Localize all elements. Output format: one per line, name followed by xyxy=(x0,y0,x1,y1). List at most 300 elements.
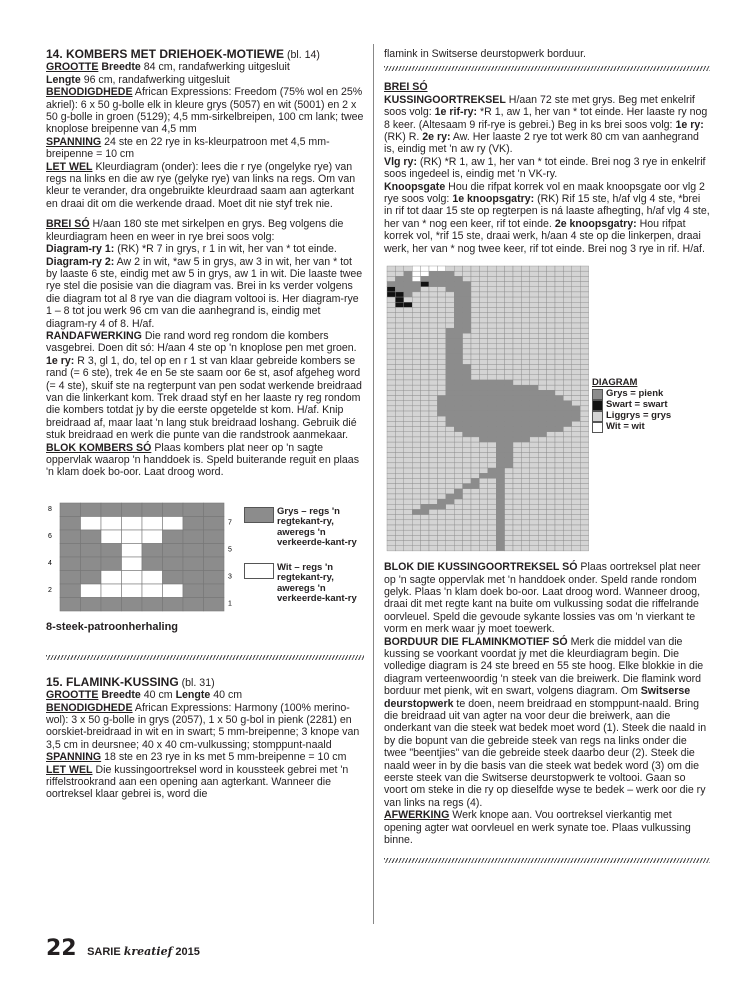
diagram-cell xyxy=(513,406,521,411)
diagram-cell xyxy=(404,447,412,452)
diagram-cell xyxy=(538,370,546,375)
diagram-cell xyxy=(429,406,437,411)
diagram-cell xyxy=(555,328,563,333)
diagram-cell xyxy=(530,282,538,287)
diagram-cell xyxy=(513,359,521,364)
diagram-cell xyxy=(496,344,504,349)
diagram-cell xyxy=(429,489,437,494)
diagram-cell xyxy=(454,276,462,281)
diagram-cell xyxy=(421,333,429,338)
continuation-text: flamink in Switserse deurstopwerk borduur. xyxy=(384,48,586,60)
diagram-cell xyxy=(437,489,445,494)
right-divider xyxy=(384,66,710,71)
diagram-cell xyxy=(479,375,487,380)
diagram-cell xyxy=(446,380,454,385)
diagram-cell xyxy=(446,390,454,395)
diagram-cell xyxy=(580,266,588,271)
diagram-cell xyxy=(572,359,580,364)
diagram-cell xyxy=(538,525,546,530)
diagram-cell xyxy=(421,473,429,478)
diagram-cell xyxy=(580,308,588,313)
diagram-cell xyxy=(530,504,538,509)
diagram-cell xyxy=(412,535,420,540)
diagram-cell xyxy=(547,385,555,390)
diagram-cell xyxy=(538,499,546,504)
diagram-cell xyxy=(387,499,395,504)
randafwerking-text-2: R 3, gl 1, do, tel op en r 1 st van klaar gebreide kombers se rand (= 6 ste), trek 4e en 5e ste saam oor 6e st, asof afgeheg word (= 4 ste), skuif ste na regterpunt van pen sodat werkende breidraad van die linkerkant kom. Trek draad styf en her laaste ry reg rondom die kombers totdat jy by die eerste opgetelde st kom. H/af. Knip breidraad af, maar laat 'n lang stuk breidraad loshang. Gebruik dié stuk breidraad en werk die punte van die randstrook aanmekaar. xyxy=(46,354,362,442)
diagram-cell xyxy=(479,499,487,504)
diagram-cell xyxy=(580,473,588,478)
diagram-cell xyxy=(505,406,513,411)
diagram-cell xyxy=(446,313,454,318)
diagram-cell xyxy=(446,525,454,530)
diagram-cell xyxy=(521,308,529,313)
diagram-cell xyxy=(521,437,529,442)
chart-cell xyxy=(60,597,81,611)
diagram-cell xyxy=(454,396,462,401)
diagram-cell xyxy=(429,535,437,540)
diagram-cell xyxy=(580,541,588,546)
diagram-cell xyxy=(437,365,445,370)
diagram-cell xyxy=(563,463,571,468)
diagram-cell xyxy=(454,515,462,520)
afwerking-label: AFWERKING xyxy=(384,809,450,822)
diagram-cell xyxy=(563,437,571,442)
diagram-cell xyxy=(429,478,437,483)
diagram-cell xyxy=(412,520,420,525)
diagram-cell xyxy=(538,354,546,359)
diagram-cell xyxy=(505,510,513,515)
chart-row-label: 3 xyxy=(228,573,232,581)
diagram-cell xyxy=(471,478,479,483)
diagram-cell xyxy=(471,504,479,509)
vlg-label: Vlg ry: xyxy=(384,155,417,168)
diagram-cell xyxy=(479,359,487,364)
diagram-cell xyxy=(446,478,454,483)
diagram-cell xyxy=(547,354,555,359)
diagram-cell xyxy=(395,287,403,292)
diagram-cell xyxy=(471,525,479,530)
diagram-cell xyxy=(521,535,529,540)
diagram-cell xyxy=(454,297,462,302)
rif1-text: *R 1, aw 1, her van * tot einde. Her laaste ry nog 8 keer. (Altesaam 9 rif-rye is gebrei.) Beg in ks brei soos volg: xyxy=(384,106,708,131)
diagram-cell xyxy=(505,396,513,401)
diagram-cell xyxy=(421,535,429,540)
diagram-cell xyxy=(538,541,546,546)
diagram-cell xyxy=(454,390,462,395)
chart-cell xyxy=(163,530,184,544)
diagram-cell xyxy=(572,276,580,281)
diagram-cell xyxy=(580,504,588,509)
diagram-cell xyxy=(555,287,563,292)
diagram-cell xyxy=(521,504,529,509)
diagram-cell xyxy=(530,473,538,478)
diagram-cell xyxy=(463,349,471,354)
vlg-paragraph xyxy=(384,156,710,181)
randafwerking-paragraph xyxy=(46,330,364,442)
diagram-cell xyxy=(395,328,403,333)
borduur-text-2: te doen, neem breidraad en stomppunt-naald. Bring die breidraad uit van agter na voor deur die breiwerk, aan die onderkant van die steek wat bedek moet word (1). Steek die naald in by die bopunt van die gebreide steek van regs na links onder die twee "beentjies" van die gebreide steek daarbo deur (2). Steek die naald weer in by die basis van die steek wat bedek word (3) om die eerste steek van die Switserse deurstopwerk te voltooi. Gaan so voort om steke in die ry op dieselfde wyse te bedek – werk oor die ry van links na regs (4). xyxy=(384,697,707,809)
diagram-cell xyxy=(479,437,487,442)
diagram-cell xyxy=(395,266,403,271)
diagram-cell xyxy=(387,468,395,473)
legend-grey-text: Grys – regs 'n regtekant-ry, aweregs 'n verkeerde-kant-ry xyxy=(277,505,357,549)
diagram-cell xyxy=(437,447,445,452)
diagram-cell xyxy=(446,308,454,313)
lengte-15-value: 40 cm xyxy=(213,689,243,702)
diagram-cell xyxy=(572,515,580,520)
diagram-cell xyxy=(387,339,395,344)
diagram-cell xyxy=(421,442,429,447)
diagram-cell xyxy=(521,375,529,380)
diagram-cell xyxy=(479,530,487,535)
diagram-cell xyxy=(547,473,555,478)
left-column xyxy=(46,48,364,801)
diagram-cell xyxy=(563,416,571,421)
legend-grey-row xyxy=(244,507,364,549)
diagram-cell xyxy=(387,416,395,421)
diagram-cell xyxy=(547,370,555,375)
diagram-cell xyxy=(555,302,563,307)
diagram-cell xyxy=(496,411,504,416)
diagram-cell xyxy=(488,458,496,463)
diagram-cell xyxy=(404,365,412,370)
chart-cell xyxy=(183,570,204,584)
blok-kombers-paragraph xyxy=(46,442,364,479)
diagram-cell xyxy=(412,416,420,421)
diagram-cell xyxy=(404,302,412,307)
diagram-cell xyxy=(471,442,479,447)
chart-cell xyxy=(60,503,81,517)
diagram-cell xyxy=(404,442,412,447)
diagram-cell xyxy=(387,504,395,509)
diagram-cell xyxy=(530,411,538,416)
diagram-cell xyxy=(530,339,538,344)
diagram-cell xyxy=(555,530,563,535)
diagram-cell xyxy=(479,520,487,525)
diagram-cell xyxy=(572,478,580,483)
diagram-cell xyxy=(521,416,529,421)
diagram-cell xyxy=(496,541,504,546)
diagram-cell xyxy=(547,510,555,515)
diagram-cell xyxy=(471,515,479,520)
diagram-cell xyxy=(471,385,479,390)
diagram-cell xyxy=(488,406,496,411)
diagram-cell xyxy=(387,318,395,323)
diagram-cell xyxy=(429,484,437,489)
diagram-cell xyxy=(387,463,395,468)
blok-kussing-paragraph xyxy=(384,561,710,635)
diagram-cell xyxy=(446,365,454,370)
diagram-cell xyxy=(421,525,429,530)
diagram-cell xyxy=(454,453,462,458)
diagram-cell xyxy=(454,313,462,318)
diagram-cell xyxy=(530,546,538,551)
diagram-cell xyxy=(563,401,571,406)
diagram-cell xyxy=(488,421,496,426)
diagram-cell xyxy=(463,406,471,411)
diagram-cell xyxy=(429,458,437,463)
diagram-cell xyxy=(412,318,420,323)
legend-pink-text: Grys = pienk xyxy=(606,387,664,399)
diagram-cell xyxy=(387,396,395,401)
diagram-cell xyxy=(505,473,513,478)
diagram-cell xyxy=(395,359,403,364)
diagram-cell xyxy=(572,442,580,447)
diagram-cell xyxy=(555,297,563,302)
diagram-cell xyxy=(387,271,395,276)
diagram-cell xyxy=(387,494,395,499)
diagram-cell xyxy=(572,489,580,494)
diagram-cell xyxy=(471,302,479,307)
diagram-cell xyxy=(429,375,437,380)
diagram-cell xyxy=(387,411,395,416)
diagram-cell xyxy=(479,489,487,494)
diagram-cell xyxy=(471,318,479,323)
diagram-cell xyxy=(437,520,445,525)
diagram-cell xyxy=(563,344,571,349)
diagram-cell xyxy=(446,458,454,463)
diagram-cell xyxy=(479,401,487,406)
diagram-cell xyxy=(572,318,580,323)
diagram-cell xyxy=(555,354,563,359)
diagram-cell xyxy=(555,525,563,530)
diagram-cell xyxy=(521,344,529,349)
diagram-cell xyxy=(471,313,479,318)
diagram-cell xyxy=(387,292,395,297)
diagram-cell xyxy=(580,380,588,385)
diagram-cell xyxy=(547,308,555,313)
diagram-cell xyxy=(437,323,445,328)
diagram-cell xyxy=(580,478,588,483)
diagram-cell xyxy=(404,292,412,297)
diagram-cell xyxy=(479,308,487,313)
diagram-cell xyxy=(446,463,454,468)
diagram-cell xyxy=(479,432,487,437)
diagram-cell xyxy=(572,396,580,401)
grootte-line xyxy=(46,61,364,73)
diagram-cell xyxy=(404,453,412,458)
diagram-cell xyxy=(429,380,437,385)
diagram-cell xyxy=(555,458,563,463)
diagram-cell xyxy=(404,484,412,489)
diagram-cell xyxy=(513,328,521,333)
diagram-cell xyxy=(404,463,412,468)
diagram-cell xyxy=(488,411,496,416)
diagram-cell xyxy=(412,525,420,530)
diagram-cell xyxy=(547,328,555,333)
diagram-cell xyxy=(572,520,580,525)
blok-kussing-label: BLOK DIE KUSSINGOORTREKSEL SÓ xyxy=(384,561,578,574)
diagram-cell xyxy=(463,333,471,338)
diagram-cell xyxy=(471,339,479,344)
diagram-cell xyxy=(563,468,571,473)
diagram-cell xyxy=(463,318,471,323)
diagram-cell xyxy=(496,292,504,297)
diagram-cell xyxy=(404,385,412,390)
diagram-cell xyxy=(505,463,513,468)
diagram-cell xyxy=(563,365,571,370)
diagram-cell xyxy=(404,323,412,328)
diagram-cell xyxy=(496,375,504,380)
right-column xyxy=(384,48,710,863)
diagram-cell xyxy=(513,447,521,452)
benodigdhede-label: BENODIGDHEDE xyxy=(46,86,133,99)
diagram-cell xyxy=(395,530,403,535)
vlg-text: (RK) *R 1, aw 1, her van * tot einde. Brei nog 3 rye in enkelrif soos ingedeel is, eindig met 'n VK-ry. xyxy=(384,155,706,181)
diagram-cell xyxy=(404,437,412,442)
diagram-cell xyxy=(505,390,513,395)
diagram-cell xyxy=(496,266,504,271)
diagram-cell xyxy=(547,313,555,318)
diagram-cell xyxy=(454,484,462,489)
diagram-cell xyxy=(471,411,479,416)
diagram-cell xyxy=(404,354,412,359)
triangle-legend xyxy=(244,507,364,605)
chart-cell xyxy=(142,584,163,598)
diagram-cell xyxy=(471,489,479,494)
diagram-cell xyxy=(547,442,555,447)
diagram-cell xyxy=(521,463,529,468)
diagram-cell xyxy=(530,328,538,333)
diagram-cell xyxy=(463,463,471,468)
diagram-cell xyxy=(530,380,538,385)
diagram-cell xyxy=(446,541,454,546)
diagram-cell xyxy=(555,520,563,525)
diagram-cell xyxy=(412,375,420,380)
chart-cell xyxy=(60,530,81,544)
diagram-cell xyxy=(496,323,504,328)
diagram-cell xyxy=(471,468,479,473)
diagram-cell xyxy=(471,349,479,354)
diagram-cell xyxy=(538,437,546,442)
diagram-cell xyxy=(513,266,521,271)
diagram-cell xyxy=(547,411,555,416)
diagram-cell xyxy=(547,520,555,525)
diagram-cell xyxy=(496,473,504,478)
diagram-cell xyxy=(496,359,504,364)
diagram-cell xyxy=(446,318,454,323)
ry2-text: Aw. Her laaste 2 rye tot werk 80 cm van aanhegrand is, eindig met 'n aw ry (VK). xyxy=(384,131,699,156)
diagram-cell xyxy=(572,530,580,535)
diagram-cell xyxy=(572,333,580,338)
diagram-cell xyxy=(488,282,496,287)
diagram-cell xyxy=(547,302,555,307)
diagram-cell xyxy=(387,447,395,452)
diagram-cell xyxy=(463,484,471,489)
diagram-cell xyxy=(404,432,412,437)
chart-cell xyxy=(101,557,122,571)
diagram-cell xyxy=(387,530,395,535)
diagram-cell xyxy=(563,510,571,515)
diagram-cell xyxy=(538,510,546,515)
diagram-cell xyxy=(471,499,479,504)
randafwerking-text-1: Die rand word reg rondom die kombers vasgebrei. Doen dit só: H/aan 4 ste op 'n knoplose pen met groen. xyxy=(46,329,357,355)
diagram-cell xyxy=(530,484,538,489)
diagram-cell xyxy=(521,271,529,276)
breiso-text: H/aan 180 ste met sirkelpen en grys. Beg volgens die kleurdiagram heen en weer in rye brei soos volg: xyxy=(46,218,344,243)
diagram-cell xyxy=(505,478,513,483)
diagram-cell xyxy=(505,427,513,432)
diagram-cell xyxy=(404,458,412,463)
diagram-cell xyxy=(463,323,471,328)
diagram-cell xyxy=(521,266,529,271)
diagram-cell xyxy=(463,375,471,380)
diagram-cell xyxy=(547,546,555,551)
diagram-cell xyxy=(479,339,487,344)
diagram-cell xyxy=(395,484,403,489)
diagram-row-2-text: Aw 2 in wit, *aw 5 in grys, aw 3 in wit, her van * tot by laaste 6 ste, eindig met aw 5 in grys, aw 1 in wit. Die laaste twee rye stel die posisie van die diagram vas. Brei in ks verder volgens die diagram tot al 8 rye van die diagram voltooi is. Her diagram-rye 1 – 8 tot jou werk 96 cm van die aanhegrand is, eindig met diagram-ry 4 of 8. H/af. xyxy=(46,255,363,330)
diagram-cell xyxy=(412,530,420,535)
diagram-cell xyxy=(395,380,403,385)
diagram-cell xyxy=(446,385,454,390)
diagram-cell xyxy=(563,292,571,297)
diagram-cell xyxy=(538,411,546,416)
diagram-cell xyxy=(446,546,454,551)
legend-light-text: Liggrys = grys xyxy=(606,409,672,421)
diagram-cell xyxy=(421,359,429,364)
diagram-cell xyxy=(446,489,454,494)
diagram-cell xyxy=(563,318,571,323)
diagram-cell xyxy=(496,535,504,540)
column-divider xyxy=(373,44,374,924)
diagram-cell xyxy=(471,510,479,515)
diagram-cell xyxy=(454,546,462,551)
diagram-cell xyxy=(521,302,529,307)
diagram-cell xyxy=(479,416,487,421)
diagram-cell xyxy=(580,276,588,281)
diagram-cell xyxy=(521,499,529,504)
chart-cell xyxy=(101,597,122,611)
diagram-cell xyxy=(429,370,437,375)
diagram-cell xyxy=(446,447,454,452)
diagram-cell xyxy=(471,375,479,380)
diagram-cell xyxy=(404,375,412,380)
diagram-cell xyxy=(513,313,521,318)
diagram-cell xyxy=(555,489,563,494)
diagram-cell xyxy=(496,276,504,281)
diagram-cell xyxy=(555,349,563,354)
diagram-cell xyxy=(471,282,479,287)
diagram-cell xyxy=(421,370,429,375)
diagram-cell xyxy=(513,427,521,432)
diagram-cell xyxy=(547,447,555,452)
diagram-cell xyxy=(521,339,529,344)
diagram-cell xyxy=(521,546,529,551)
diagram-cell xyxy=(496,458,504,463)
diagram-cell xyxy=(547,266,555,271)
triangle-chart-block xyxy=(46,493,364,645)
diagram-cell xyxy=(555,318,563,323)
diagram-cell xyxy=(538,458,546,463)
diagram-cell xyxy=(421,463,429,468)
diagram-cell xyxy=(446,271,454,276)
diagram-cell xyxy=(563,541,571,546)
diagram-cell xyxy=(421,349,429,354)
diagram-cell xyxy=(479,504,487,509)
diagram-cell xyxy=(437,370,445,375)
chart-cell xyxy=(122,530,143,544)
diagram-cell xyxy=(513,535,521,540)
diagram-cell xyxy=(530,458,538,463)
diagram-cell xyxy=(387,432,395,437)
diagram-cell xyxy=(555,416,563,421)
diagram-cell xyxy=(505,292,513,297)
diagram-cell xyxy=(395,494,403,499)
diagram-cell xyxy=(513,380,521,385)
diagram-cell xyxy=(429,287,437,292)
diagram-cell xyxy=(471,354,479,359)
